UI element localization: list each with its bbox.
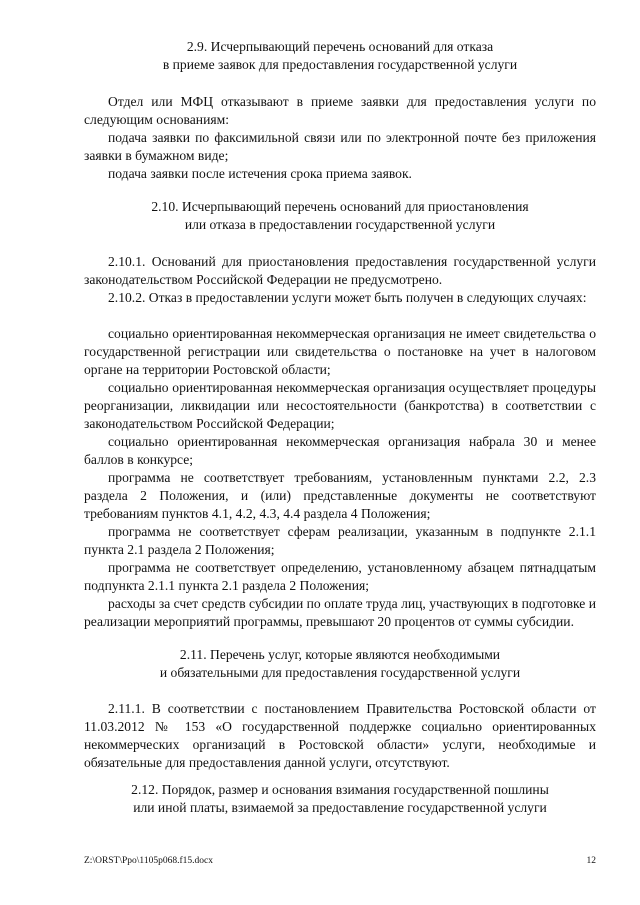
paragraph: 2.10.1. Оснований для приостановления предоставления государственной услуги законодательством Российской Федерации не предусмотрено. (84, 254, 596, 287)
paragraph: социально ориентированная некоммерческая организация осуществляет процедуры реорганизации, ликвидации или несостоятельности (банкротства) в соответствии с законодательством Российской Федерации; (84, 380, 596, 431)
page-number: 12 (586, 856, 596, 866)
paragraph: 2.10.2. Отказ в предоставлении услуги может быть получен в следующих случаях: (108, 290, 587, 305)
heading-line: 2.10. Исчерпывающий перечень оснований для приостановления (151, 199, 529, 214)
paragraph: расходы за счет средств субсидии по оплате труда лиц, участвующих в подготовке и реализации мероприятий программы, превышают 20 процентов от суммы субсидии. (84, 596, 596, 629)
heading-line: и обязательными для предоставления государственной услуги (159, 665, 521, 680)
section-2-11-heading (84, 646, 596, 682)
heading-line: или отказа в предоставлении государственной услуги (184, 217, 496, 232)
paragraph: социально ориентированная некоммерческая организация не имеет свидетельства о государственной регистрации или свидетельства о постановке на учет в налоговом органе на территории Ростовской области; (84, 326, 596, 377)
paragraph: программа не соответствует требованиям, установленным пунктами 2.2, 2.3 раздела 2 Положения, и (или) представленные документы не соответствуют требованиям пунктов 4.1, 4.2, 4.3, 4.4 раздела 4 Положения; (84, 470, 596, 521)
paragraph: социально ориентированная некоммерческая организация набрала 30 и менее баллов в конкурсе; (84, 434, 596, 467)
heading-line: в приеме заявок для предоставления государственной услуги (162, 57, 518, 72)
paragraph: программа не соответствует сферам реализации, указанным в подпункте 2.1.1 пункта 2.1 раздела 2 Положения; (84, 524, 596, 557)
page-footer (84, 855, 596, 867)
paragraph: программа не соответствует определению, установленному абзацем пятнадцатым подпункта 2.1.1 пункта 2.1 раздела 2 Положения; (84, 560, 596, 593)
paragraph: подача заявки по факсимильной связи или по электронной почте без приложения заявки в бумажном виде; (84, 130, 596, 163)
file-path: Z:\ORST\Ppo\1105p068.f15.docx (84, 856, 213, 866)
heading-line: или иной платы, взимаемой за предоставление государственной услуги (133, 800, 547, 815)
paragraph: подача заявки после истечения срока приема заявок. (108, 166, 412, 181)
section-2-12-heading (84, 781, 596, 817)
heading-line: 2.9. Исчерпывающий перечень оснований для отказа (186, 39, 494, 54)
paragraph: 2.11.1. В соответствии с постановлением Правительства Ростовской области от 11.03.2012 № 153 «О государственной поддержке социально ориентированных некоммерческих организаций в Ростовской области» услуги, необходимые и обязательные для предоставления данной услуги, отсутствуют. (84, 701, 596, 770)
heading-line: 2.11. Перечень услуг, которые являются необходимыми (179, 647, 501, 662)
heading-line: 2.12. Порядок, размер и основания взимания государственной пошлины (131, 782, 549, 797)
paragraph: Отдел или МФЦ отказывают в приеме заявки для предоставления услуги по следующим основаниям: (84, 94, 596, 127)
section-2-10-heading (84, 198, 596, 234)
section-2-9-heading (84, 38, 596, 74)
